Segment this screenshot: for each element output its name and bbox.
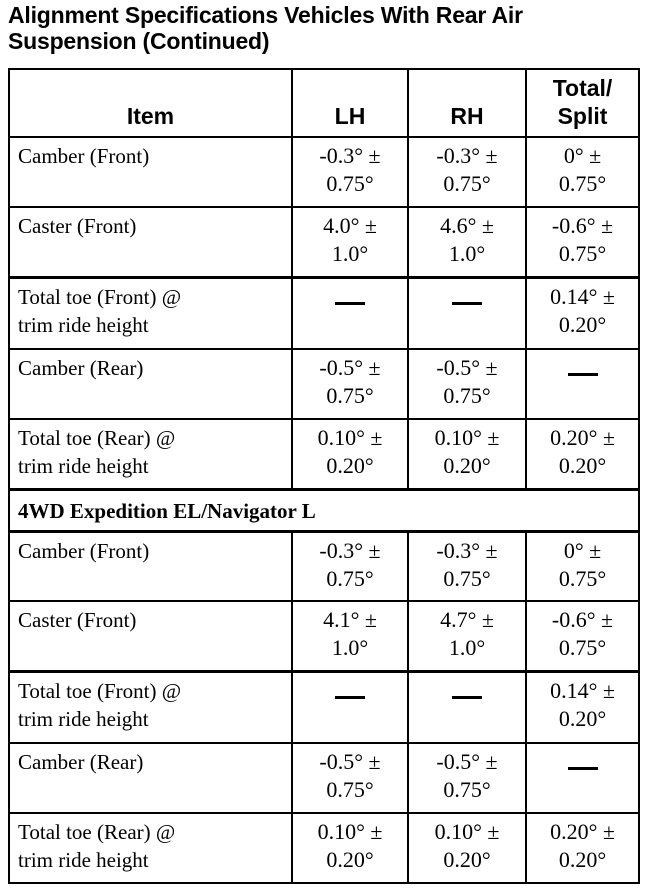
total-split-cell — [526, 671, 639, 743]
dash-mark — [335, 696, 365, 699]
total-split-cell — [526, 743, 639, 813]
lh-cell-line-1: 0.10° ± — [317, 819, 383, 844]
item-cell — [9, 601, 292, 671]
table-row — [9, 277, 639, 349]
rh-cell-line-2: 0.75° — [443, 565, 491, 591]
table-row — [9, 743, 639, 813]
lh-cell-line-2: 0.75° — [326, 777, 374, 802]
total-split-cell-line-1: -0.6° ± — [551, 213, 614, 238]
header-lh: LH — [292, 69, 408, 137]
item-cell — [9, 743, 292, 813]
header-total-line-1: Total/ — [552, 75, 613, 101]
dash-mark — [568, 373, 598, 376]
rh-cell — [408, 671, 526, 743]
rh-cell-line-2: 0.75° — [443, 777, 491, 802]
lh-cell — [292, 137, 408, 207]
table-body — [9, 137, 639, 883]
total-split-cell-line-2: 0.75° — [558, 171, 607, 196]
table-row — [9, 349, 639, 419]
lh-cell-line-1: -0.5° ± — [319, 355, 381, 380]
total-split-cell-line-2: 0.75° — [558, 635, 607, 660]
rh-cell-line-2: 1.0° — [448, 635, 486, 660]
alignment-spec-table — [8, 68, 640, 884]
table-row — [9, 137, 639, 207]
total-split-cell — [526, 601, 639, 671]
lh-cell-line-2: 1.0° — [331, 241, 369, 266]
rh-cell — [408, 277, 526, 349]
rh-cell — [408, 743, 526, 813]
header-rh: RH — [408, 69, 526, 137]
lh-cell — [292, 277, 408, 349]
rh-cell-line-1: 4.6° ± — [440, 213, 494, 238]
lh-cell-line-1: -0.3° ± — [319, 537, 381, 563]
lh-cell-line-1: 4.0° ± — [323, 213, 377, 238]
item-cell — [9, 813, 292, 883]
total-split-cell — [526, 531, 639, 601]
item-cell-line-1: Total toe (Front) @ — [18, 284, 182, 309]
lh-cell-line-2: 0.20° — [326, 453, 374, 478]
lh-cell-line-1: 4.1° ± — [323, 607, 377, 632]
rh-cell — [408, 419, 526, 489]
lh-cell — [292, 671, 408, 743]
total-split-cell — [526, 813, 639, 883]
item-cell — [9, 207, 292, 277]
item-cell — [9, 531, 292, 601]
item-cell-line-1: Caster (Front) — [18, 608, 137, 632]
rh-cell-line-1: -0.5° ± — [436, 355, 498, 380]
total-split-cell-line-2: 0.20° — [558, 311, 607, 337]
rh-cell-line-2: 0.20° — [443, 847, 491, 872]
total-split-cell-line-1: 0° ± — [563, 537, 602, 563]
rh-cell — [408, 813, 526, 883]
item-cell-line-1: Caster (Front) — [18, 214, 137, 238]
rh-cell — [408, 531, 526, 601]
item-cell — [9, 671, 292, 743]
rh-cell — [408, 601, 526, 671]
lh-cell — [292, 207, 408, 277]
total-split-cell — [526, 137, 639, 207]
table-row — [9, 601, 639, 671]
total-split-cell-line-2: 0.20° — [558, 453, 607, 478]
title-line-2: Suspension (Continued) — [8, 28, 270, 54]
table-row — [9, 531, 639, 601]
total-split-cell-line-2: 0.20° — [558, 847, 607, 872]
rh-cell — [408, 349, 526, 419]
header-item: Item — [9, 69, 292, 137]
lh-cell — [292, 419, 408, 489]
lh-cell-line-2: 0.75° — [326, 171, 374, 196]
item-cell-line-2: trim ride height — [18, 454, 149, 478]
rh-cell — [408, 137, 526, 207]
rh-cell-line-2: 0.20° — [443, 453, 491, 478]
total-split-cell — [526, 277, 639, 349]
table-row — [9, 419, 639, 489]
title-line-1: Alignment Specifications Vehicles With Rear Air — [8, 2, 523, 28]
total-split-cell-line-1: 0° ± — [563, 143, 602, 168]
lh-cell-line-2: 0.75° — [326, 383, 374, 408]
header-total-line-2: Split — [557, 103, 608, 129]
item-cell-line-1: Camber (Front) — [18, 538, 150, 563]
total-split-cell-line-1: -0.6° ± — [551, 607, 614, 632]
lh-cell — [292, 743, 408, 813]
dash-mark — [452, 302, 482, 305]
rh-cell — [408, 207, 526, 277]
dash-mark — [452, 696, 482, 699]
total-split-cell-line-1: 0.14° ± — [550, 677, 615, 703]
item-cell-line-1: Total toe (Rear) @ — [18, 426, 176, 450]
dash-mark — [568, 767, 598, 770]
item-cell — [9, 349, 292, 419]
item-cell-line-2: trim ride height — [18, 706, 149, 731]
lh-cell-line-2: 0.20° — [326, 847, 374, 872]
table-row — [9, 813, 639, 883]
lh-cell-line-1: -0.3° ± — [319, 143, 381, 168]
item-cell — [9, 419, 292, 489]
item-cell-line-1: Camber (Rear) — [18, 750, 144, 774]
page-title — [8, 2, 658, 54]
rh-cell-line-1: 4.7° ± — [440, 607, 494, 632]
header-row — [9, 69, 639, 137]
item-cell — [9, 277, 292, 349]
lh-cell-line-2: 1.0° — [331, 635, 369, 660]
rh-cell-line-2: 0.75° — [443, 383, 491, 408]
total-split-cell-line-1: 0.14° ± — [550, 283, 615, 309]
total-split-cell-line-1: 0.20° ± — [550, 425, 615, 450]
item-cell-line-1: Camber (Rear) — [18, 356, 144, 380]
lh-cell — [292, 813, 408, 883]
lh-cell — [292, 349, 408, 419]
rh-cell-line-2: 1.0° — [448, 241, 486, 266]
lh-cell-line-1: -0.5° ± — [319, 749, 381, 774]
total-split-cell-line-2: 0.75° — [558, 241, 607, 266]
header-total-split — [526, 69, 639, 137]
total-split-cell — [526, 207, 639, 277]
rh-cell-line-1: -0.3° ± — [436, 143, 498, 168]
rh-cell-line-1: -0.5° ± — [436, 749, 498, 774]
rh-cell-line-2: 0.75° — [443, 171, 491, 196]
section-heading: 4WD Expedition EL/Navigator L — [9, 489, 639, 531]
item-cell-line-2: trim ride height — [18, 312, 149, 337]
total-split-cell — [526, 419, 639, 489]
dash-mark — [335, 302, 365, 305]
table-row — [9, 207, 639, 277]
rh-cell-line-1: -0.3° ± — [436, 537, 498, 563]
total-split-cell-line-1: 0.20° ± — [550, 819, 615, 844]
total-split-cell — [526, 349, 639, 419]
rh-cell-line-1: 0.10° ± — [434, 425, 500, 450]
section-row — [9, 489, 639, 531]
rh-cell-line-1: 0.10° ± — [434, 819, 500, 844]
lh-cell — [292, 601, 408, 671]
lh-cell-line-1: 0.10° ± — [317, 425, 383, 450]
lh-cell — [292, 531, 408, 601]
table-row — [9, 671, 639, 743]
total-split-cell-line-2: 0.20° — [558, 705, 607, 731]
total-split-cell-line-2: 0.75° — [558, 565, 607, 591]
lh-cell-line-2: 0.75° — [326, 565, 374, 591]
item-cell-line-1: Total toe (Rear) @ — [18, 820, 176, 844]
item-cell-line-1: Camber (Front) — [18, 144, 150, 168]
item-cell-line-1: Total toe (Front) @ — [18, 678, 182, 703]
item-cell — [9, 137, 292, 207]
item-cell-line-2: trim ride height — [18, 848, 149, 872]
